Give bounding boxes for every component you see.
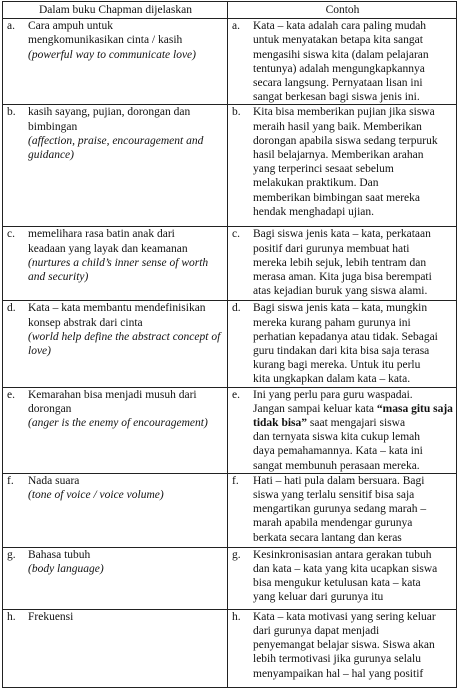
example-line: Bagi siswa jenis kata – kata, mungkin xyxy=(253,302,428,315)
example-line: penyemangat belajar siswa. Siswa akan xyxy=(253,639,435,652)
item-letter: c. xyxy=(7,228,15,241)
example-line: untuk menyatakan betapa kita sangat xyxy=(253,34,423,47)
example-line: siswa yang terlalu sensitif bisa saja xyxy=(253,489,415,502)
item-letter: b. xyxy=(232,106,241,119)
chapman-point-cell xyxy=(3,547,228,609)
example-line: melakukan praktikum. Dan xyxy=(253,177,379,190)
example-line: yang terperinci sesaat sebelum xyxy=(253,163,394,176)
chapman-point-cell xyxy=(3,105,228,227)
example-line: Bagi siswa jenis kata – kata, perkataan xyxy=(253,228,431,241)
chapman-point-line: Kemarahan bisa menjadi musuh dari xyxy=(28,388,197,401)
table-row xyxy=(3,301,457,387)
chapman-point-cell xyxy=(3,19,228,105)
item-letter: g. xyxy=(232,548,241,561)
example-line: sangat membunuh perasaan mereka. xyxy=(253,459,420,472)
english-translation: (anger is the enemy of encouragement) xyxy=(28,417,208,430)
example-line: dan kata – kata yang kita ucapkan siswa xyxy=(253,563,438,576)
english-translation: (powerful way to communicate love) xyxy=(28,48,196,61)
example-line: sangat berkesan bagi siswa jenis ini. xyxy=(253,91,420,104)
example-paragraph xyxy=(253,402,453,430)
chapman-point-line: memelihara rasa batin anak dari xyxy=(28,228,175,241)
example-line: bisa mengukur ketulusan kata – kata xyxy=(253,577,421,590)
example-line: menyampaikan hal – hal yang positif xyxy=(253,667,424,680)
chapman-point-line: mengkomunikasikan cinta / kasih xyxy=(28,34,183,47)
chapman-point-cell xyxy=(3,301,228,387)
chapman-point-line: Cara ampuh untuk xyxy=(28,20,113,33)
example-line: Ini yang perlu para guru waspadai. xyxy=(253,388,413,401)
example-line: Kata – kata motivasi yang sering keluar xyxy=(253,610,436,623)
example-line: secara langsung. Pernyataan lisan ini xyxy=(253,77,423,90)
english-translation: (body language) xyxy=(28,563,104,576)
example-line: hasil belajarnya. Memberikan arahan xyxy=(253,149,424,162)
item-letter: c. xyxy=(232,228,240,241)
chapman-point-cell xyxy=(3,227,228,301)
example-line: kita ungkapkan dalam kata – kata. xyxy=(253,373,411,386)
table-row xyxy=(3,547,457,609)
table-header-row xyxy=(3,2,457,19)
item-letter: b. xyxy=(7,106,16,119)
example-line: mereka kurang paham gurunya ini xyxy=(253,316,411,329)
example-line: marah apabila mendengar gurunya xyxy=(253,517,413,530)
example-cell xyxy=(228,227,457,301)
table-row xyxy=(3,105,457,227)
english-translation: (tone of voice / voice volume) xyxy=(28,489,164,502)
item-letter: a. xyxy=(7,20,15,33)
chapman-point-cell xyxy=(3,387,228,473)
example-line: Kesinkronisasian antara gerakan tubuh xyxy=(253,548,432,561)
table-row xyxy=(3,227,457,301)
example-cell xyxy=(228,105,457,227)
chapman-point-line: konsep abstrak dari cinta xyxy=(28,316,143,329)
english-translation: (nurtures a child’s inner sense of worth and security) xyxy=(28,256,209,284)
chapman-point-line: Kata – kata membantu mendefinisikan xyxy=(28,302,206,315)
example-line: dorongan apabila siswa sedang terpuruk xyxy=(253,134,438,147)
item-letter: h. xyxy=(232,610,241,623)
example-line: kurang bagi mereka. Untuk itu perlu xyxy=(253,359,421,372)
example-line: daya pemahamannya. Kata – kata ini xyxy=(253,445,423,458)
item-letter: d. xyxy=(7,302,16,315)
example-line: tentunya) adalah mengungkapkannya xyxy=(253,62,425,75)
header-chapman: Dalam buku Chapman dijelaskan xyxy=(3,2,228,19)
example-line: mengasihi siswa kita (dalam pelajaran xyxy=(253,48,429,61)
chapman-point-line: Nada suara xyxy=(28,474,80,487)
item-letter: e. xyxy=(7,388,15,401)
example-line: guru tindakan dari kita bisa saja terasa xyxy=(253,345,430,358)
example-line: positif dari gurunya membuat hati xyxy=(253,242,410,255)
table-row xyxy=(3,19,457,105)
item-letter: e. xyxy=(232,388,240,401)
chapman-point-line: Frekuensi xyxy=(28,610,74,623)
example-line: Hati – hati pula dalam bersuara. Bagi xyxy=(253,474,425,487)
item-letter: d. xyxy=(232,302,241,315)
table-row xyxy=(3,473,457,547)
example-line: mengartikan gurunya sedang marah – xyxy=(253,503,427,516)
example-cell xyxy=(228,473,457,547)
chapman-point-line: kasih sayang, pujian, dorongan dan xyxy=(28,106,191,119)
example-line: mereka lebih sejuk, lebih tentram dan xyxy=(253,256,427,269)
item-letter: a. xyxy=(232,20,240,33)
example-line: Kita bisa memberikan pujian jika siswa xyxy=(253,106,435,119)
example-line: dari gurunya dapat menjadi xyxy=(253,625,380,638)
english-translation: (world help define the abstract concept of love) xyxy=(28,330,221,358)
example-line: dan ternyata siswa kita cukup lemah xyxy=(253,431,421,444)
example-cell xyxy=(228,609,457,687)
example-line: lebih termotivasi jika gurunya selalu xyxy=(253,653,421,666)
example-line: perhatian kepadanya atau tidak. Sebagai xyxy=(253,330,438,343)
example-text: saat mengajari siswa xyxy=(307,417,406,430)
header-contoh: Contoh xyxy=(228,2,457,19)
example-line: atas kejadian buruk yang siswa alami. xyxy=(253,285,428,298)
chapman-point-line: keadaan yang layak dan keamanan xyxy=(28,242,188,255)
chapman-point-cell xyxy=(3,609,228,687)
chapman-point-line: Bahasa tubuh xyxy=(28,548,91,561)
item-letter: g. xyxy=(7,548,16,561)
item-letter: f. xyxy=(232,474,239,487)
example-cell xyxy=(228,19,457,105)
chapman-point-line: bimbingan xyxy=(28,120,78,133)
example-line: memberikan bimbingan saat mereka xyxy=(253,191,421,204)
item-letter: f. xyxy=(7,474,14,487)
table-row xyxy=(3,609,457,687)
example-line: Kata – kata adalah cara paling mudah xyxy=(253,20,427,33)
example-line: hendak menghadapi ujian. xyxy=(253,205,375,218)
english-translation: (affection, praise, encouragement and guidance) xyxy=(28,134,204,162)
example-cell xyxy=(228,387,457,473)
chapman-comparison-table xyxy=(2,1,457,688)
example-cell xyxy=(228,301,457,387)
chapman-point-line: dorongan xyxy=(28,402,72,415)
example-text: Jangan sampai keluar kata xyxy=(253,402,377,415)
chapman-point-cell xyxy=(3,473,228,547)
example-line: merasa aman. Kita juga bisa berempati xyxy=(253,271,432,284)
item-letter: h. xyxy=(7,610,16,623)
example-line: meraih hasil yang baik. Memberikan xyxy=(253,120,422,133)
quoted-phrase: “masa gitu saja tidak bisa” xyxy=(253,402,453,430)
example-line: yang keluar dari gurunya itu xyxy=(253,591,384,604)
example-line: berkata secara lantang dan keras xyxy=(253,531,402,544)
example-cell xyxy=(228,547,457,609)
table-row xyxy=(3,387,457,473)
